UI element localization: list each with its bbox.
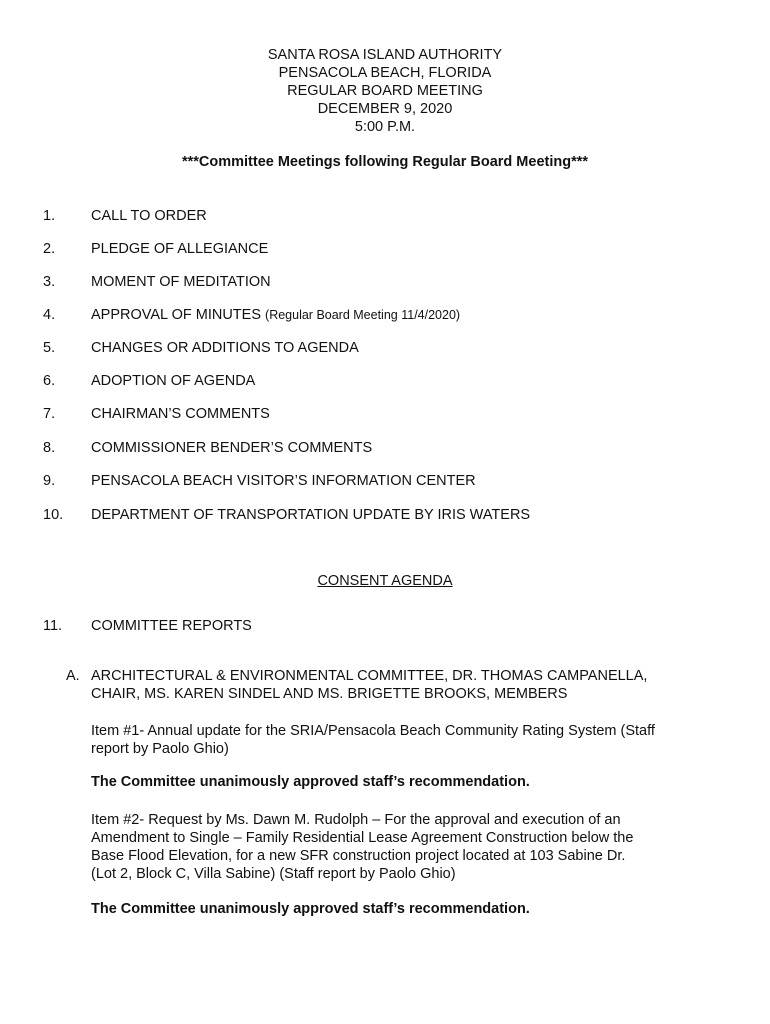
subsection-letter: A. — [66, 668, 80, 684]
item-text: PENSACOLA BEACH VISITOR’S INFORMATION CENTER — [91, 473, 476, 489]
item-text: COMMISSIONER BENDER’S COMMENTS — [91, 440, 373, 456]
item-text: CALL TO ORDER — [91, 208, 207, 224]
committee-heading-line: CHAIR, MS. KAREN SINDEL AND MS. BRIGETTE BROOKS, MEMBERS — [91, 686, 568, 702]
committee-item-2 — [91, 811, 711, 883]
item-number: 6. — [43, 373, 56, 389]
item-text: PLEDGE OF ALLEGIANCE — [91, 241, 269, 257]
item-line: report by Paolo Ghio) — [91, 741, 229, 757]
item-number: 8. — [43, 440, 56, 456]
item-number: 11. — [43, 618, 63, 634]
item-text: CHAIRMAN’S COMMENTS — [91, 406, 270, 422]
item-number: 1. — [43, 208, 56, 224]
item-text: ADOPTION OF AGENDA — [91, 373, 256, 389]
org-name: SANTA ROSA ISLAND AUTHORITY — [267, 47, 503, 63]
location: PENSACOLA BEACH, FLORIDA — [278, 65, 492, 81]
committee-item-1 — [91, 722, 711, 758]
meeting-time: 5:00 P.M. — [354, 119, 416, 135]
meeting-date: DECEMBER 9, 2020 — [317, 101, 453, 117]
item-line: Amendment to Single – Family Residential Lease Agreement Construction below the — [91, 830, 634, 846]
committee-decision-1: The Committee unanimously approved staff’s recommendation. — [91, 774, 530, 790]
item-text: CHANGES OR ADDITIONS TO AGENDA — [91, 340, 359, 356]
consent-agenda-heading: CONSENT AGENDA — [317, 573, 453, 589]
document-header — [0, 46, 770, 136]
item-text: COMMITTEE REPORTS — [91, 618, 252, 634]
item-number: 10. — [43, 507, 64, 523]
item-text: APPROVAL OF MINUTES — [91, 307, 261, 323]
committee-heading — [91, 667, 711, 703]
minutes-note: (Regular Board Meeting 11/4/2020) — [265, 308, 461, 322]
item-text: DEPARTMENT OF TRANSPORTATION UPDATE BY IRIS WATERS — [91, 507, 531, 523]
item-text: MOMENT OF MEDITATION — [91, 274, 271, 290]
item-line: Item #1- Annual update for the SRIA/Pensacola Beach Community Rating System (Staff — [91, 723, 655, 739]
committee-heading-line: ARCHITECTURAL & ENVIRONMENTAL COMMITTEE, DR. THOMAS CAMPANELLA, — [91, 668, 648, 684]
item-number: 7. — [43, 406, 56, 422]
item-line: (Lot 2, Block C, Villa Sabine) (Staff report by Paolo Ghio) — [91, 866, 456, 882]
item-number: 9. — [43, 473, 56, 489]
item-number: 5. — [43, 340, 56, 356]
item-line: Item #2- Request by Ms. Dawn M. Rudolph – For the approval and execution of an — [91, 812, 621, 828]
item-number: 4. — [43, 307, 56, 323]
committee-decision-2: The Committee unanimously approved staff’s recommendation. — [91, 901, 530, 917]
item-number: 2. — [43, 241, 56, 257]
item-number: 3. — [43, 274, 56, 290]
item-text-container — [91, 306, 460, 324]
committee-note: ***Committee Meetings following Regular Board Meeting*** — [181, 154, 589, 170]
meeting-type: REGULAR BOARD MEETING — [287, 83, 483, 99]
item-line: Base Flood Elevation, for a new SFR construction project located at 103 Sabine Dr. — [91, 848, 626, 864]
